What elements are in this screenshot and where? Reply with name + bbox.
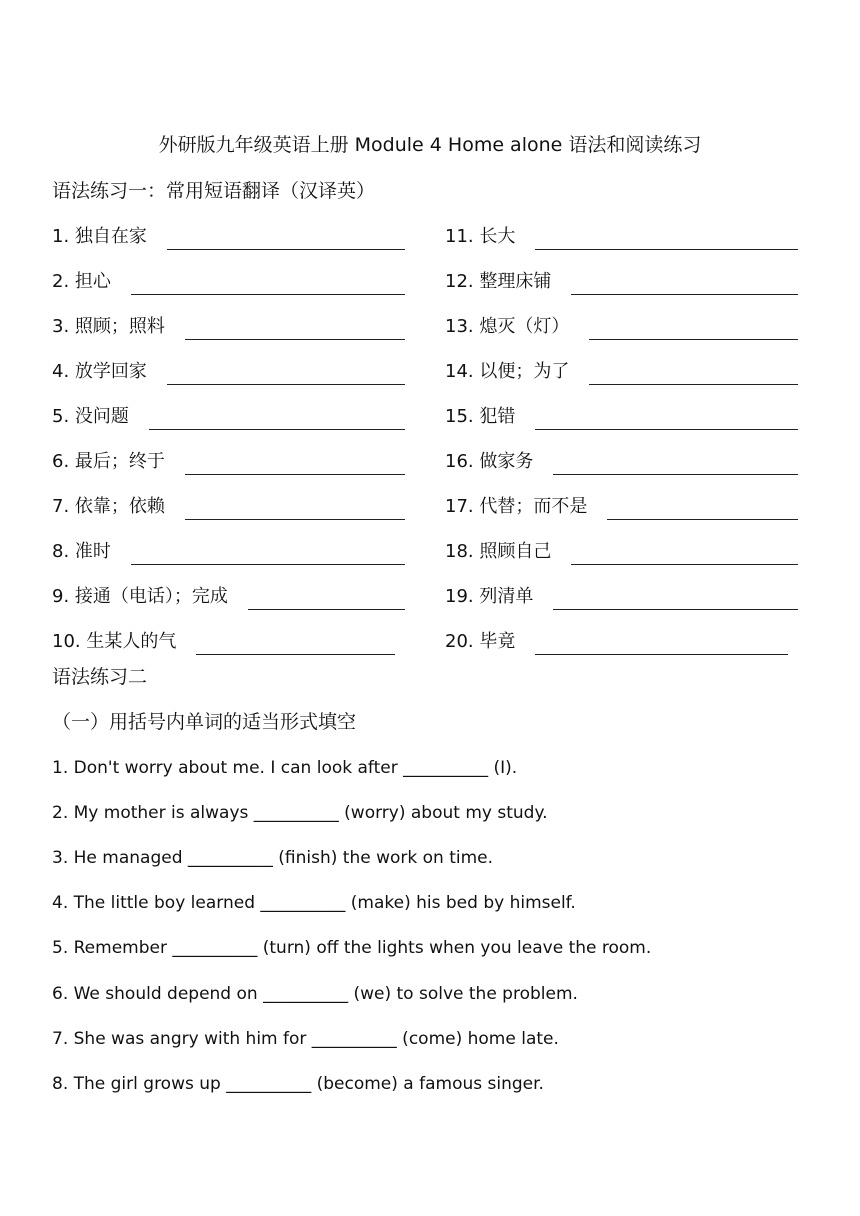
- phrase-label: 7. 依靠；依赖: [52, 496, 165, 517]
- phrase-item-right: [445, 404, 798, 430]
- answer-blank[interactable]: [589, 365, 798, 385]
- section2-subheading: （一）用括号内单词的适当形式填空: [52, 711, 357, 733]
- phrase-label: 11. 长大: [445, 226, 516, 247]
- phrase-item-right: [445, 224, 798, 250]
- answer-blank[interactable]: [196, 635, 395, 655]
- phrase-item-right: [445, 359, 798, 385]
- phrase-label: 6. 最后；终于: [52, 451, 165, 472]
- phrase-item-right: [445, 494, 798, 520]
- answer-blank[interactable]: [571, 275, 798, 295]
- phrase-item-left: [52, 449, 405, 475]
- answer-blank[interactable]: [589, 320, 798, 340]
- exercise-sentence: 4. The little boy learned __________ (make) his bed by himself.: [52, 893, 576, 913]
- answer-blank[interactable]: [131, 545, 405, 565]
- phrase-item-right: [445, 314, 798, 340]
- section1-heading: 语法练习一：常用短语翻译（汉译英）: [52, 180, 376, 202]
- phrase-label: 10. 生某人的气: [52, 631, 177, 652]
- phrase-label: 8. 准时: [52, 541, 111, 562]
- phrase-item-left: [52, 629, 395, 655]
- answer-blank[interactable]: [149, 410, 405, 430]
- phrase-label: 14. 以便；为了: [445, 361, 570, 382]
- section2-heading: 语法练习二: [52, 666, 148, 688]
- phrase-item-left: [52, 314, 405, 340]
- phrase-label: 9. 接通（电话）；完成: [52, 586, 228, 607]
- phrase-label: 18. 照顾自己: [445, 541, 552, 562]
- phrase-label: 17. 代替；而不是: [445, 496, 588, 517]
- phrase-item-left: [52, 494, 405, 520]
- phrase-item-right: [445, 269, 798, 295]
- answer-blank[interactable]: [553, 590, 798, 610]
- answer-blank[interactable]: [535, 230, 798, 250]
- answer-blank[interactable]: [607, 500, 798, 520]
- phrase-label: 3. 照顾；照料: [52, 316, 165, 337]
- phrase-label: 4. 放学回家: [52, 361, 147, 382]
- phrase-label: 13. 熄灭（灯）: [445, 316, 570, 337]
- phrase-item-right: [445, 539, 798, 565]
- answer-blank[interactable]: [185, 320, 405, 340]
- phrase-item-left: [52, 539, 405, 565]
- phrase-label: 19. 列清单: [445, 586, 534, 607]
- phrase-label: 12. 整理床铺: [445, 271, 552, 292]
- phrase-item-left: [52, 584, 405, 610]
- answer-blank[interactable]: [185, 455, 405, 475]
- exercise-sentence: 7. She was angry with him for __________ (come) home late.: [52, 1029, 559, 1049]
- answer-blank[interactable]: [571, 545, 798, 565]
- phrase-item-left: [52, 269, 405, 295]
- exercise-sentence: 5. Remember __________ (turn) off the lights when you leave the room.: [52, 938, 652, 958]
- phrase-label: 15. 犯错: [445, 406, 516, 427]
- phrase-item-right: [445, 449, 798, 475]
- phrase-label: 1. 独自在家: [52, 226, 147, 247]
- answer-blank[interactable]: [167, 365, 405, 385]
- phrase-label: 5. 没问题: [52, 406, 129, 427]
- answer-blank[interactable]: [167, 230, 405, 250]
- answer-blank[interactable]: [248, 590, 405, 610]
- phrase-item-left: [52, 359, 405, 385]
- phrase-label: 2. 担心: [52, 271, 111, 292]
- exercise-sentence: 2. My mother is always __________ (worry) about my study.: [52, 803, 548, 823]
- answer-blank[interactable]: [131, 275, 405, 295]
- phrase-label: 16. 做家务: [445, 451, 534, 472]
- phrase-item-right: [445, 584, 798, 610]
- exercise-sentence: 1. Don't worry about me. I can look after __________ (I).: [52, 758, 518, 778]
- answer-blank[interactable]: [535, 410, 798, 430]
- answer-blank[interactable]: [185, 500, 405, 520]
- answer-blank[interactable]: [535, 635, 788, 655]
- phrase-item-right: [445, 629, 788, 655]
- phrase-item-left: [52, 404, 405, 430]
- exercise-sentence: 3. He managed __________ (finish) the work on time.: [52, 848, 494, 868]
- exercise-sentence: 6. We should depend on __________ (we) to solve the problem.: [52, 984, 578, 1004]
- answer-blank[interactable]: [553, 455, 798, 475]
- exercise-sentence: 8. The girl grows up __________ (become) a famous singer.: [52, 1074, 544, 1094]
- phrase-item-left: [52, 224, 405, 250]
- phrase-label: 20. 毕竟: [445, 631, 516, 652]
- worksheet-title: 外研版九年级英语上册 Module 4 Home alone 语法和阅读练习: [158, 134, 702, 156]
